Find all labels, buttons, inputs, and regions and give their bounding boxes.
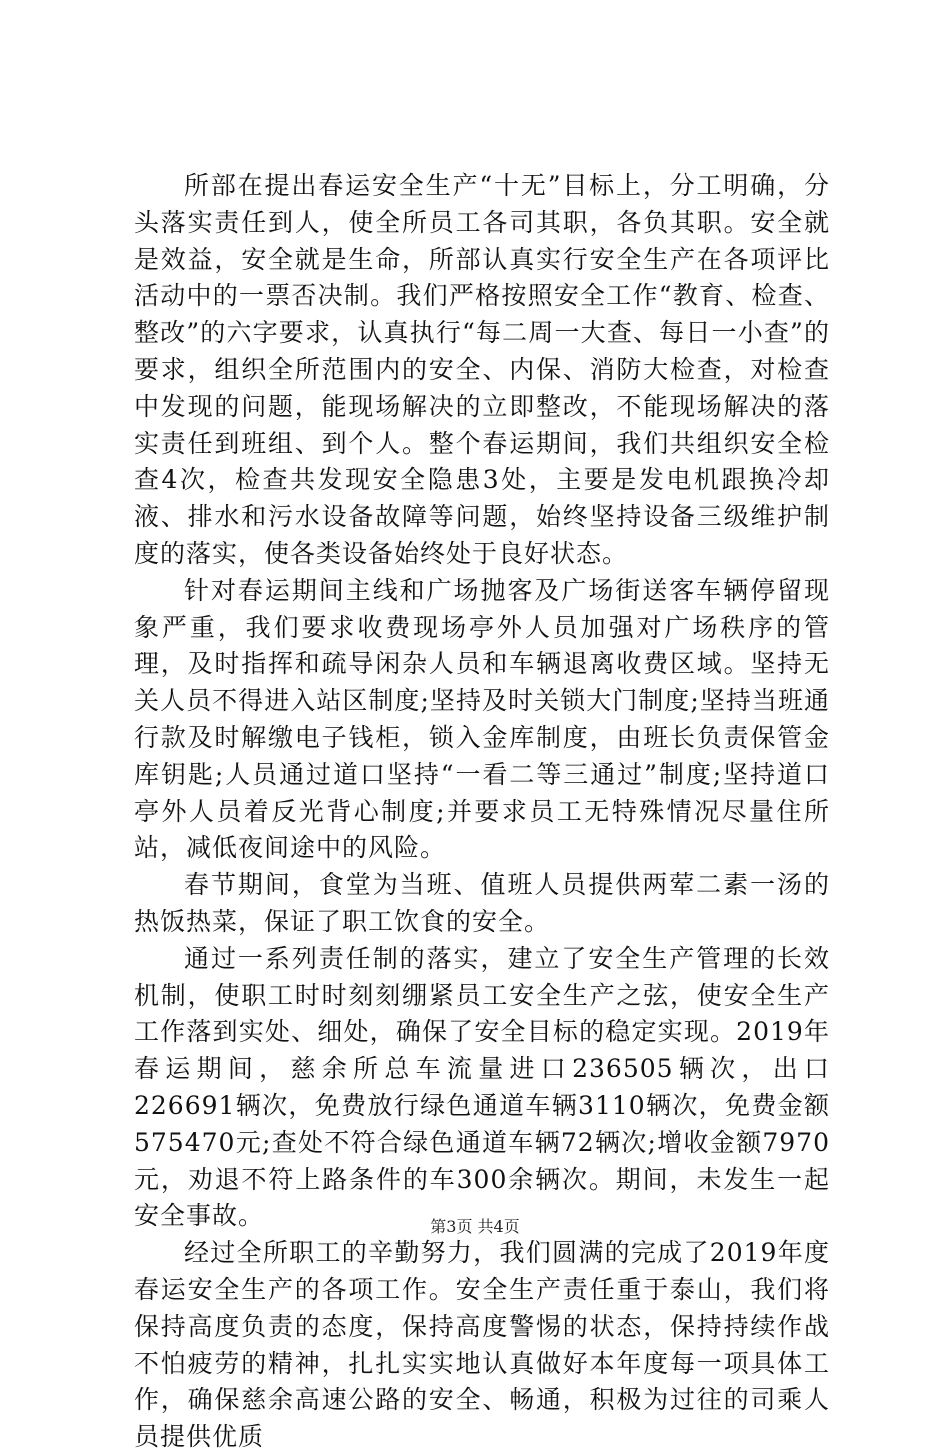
page-number-footer: 第3页 共4页 (430, 1217, 520, 1236)
paragraph-results-statistics: 通过一系列责任制的落实，建立了安全生产管理的长效机制，使职工时时刻刻绷紧员工安全生产之弦，使安全生产工作落到实处、细处，确保了安全目标的稳定实现。2019年春运期间，慈余所总车流量进口236505辆次，出口226691辆次，免费放行绿色通道车辆3110辆次，免费金额575470元;查处不符合绿色通道车辆72辆次;增收金额7970元，劝退不符上路条件的车300余辆次。期间，未发生一起安全事故。 (134, 943, 830, 1231)
paragraph-canteen: 春节期间，食堂为当班、值班人员提供两荤二素一汤的热饭热菜，保证了职工饮食的安全。 (134, 870, 830, 936)
paragraph-safety-targets: 所部在提出春运安全生产“十无”目标上，分工明确，分头落实责任到人，使全所员工各司其职，各负其职。安全就是效益，安全就是生命，所部认真实行安全生产在各项评比活动中的一票否决制。我们严格按照安全工作“教育、检查、整改”的六字要求，认真执行“每二周一大查、每日一小查”的要求，组织全所范围内的安全、内保、消防大检查，对检查中发现的问题，能现场解决的立即整改，不能现场解决的落实责任到班组、到个人。整个春运期间，我们共组织安全检查4次，检查共发现安全隐患3处，主要是发电机跟换冷却液、排水和污水设备故障等问题，始终坚持设备三级维护制度的落实，使各类设备始终处于良好状态。 (134, 171, 830, 568)
document-body (134, 168, 830, 1456)
paragraph-plaza-order: 针对春运期间主线和广场抛客及广场街送客车辆停留现象严重，我们要求收费现场亭外人员加强对广场秩序的管理，及时指挥和疏导闲杂人员和车辆退离收费区域。坚持无关人员不得进入站区制度;坚持及时关锁大门制度;坚持当班通行款及时解缴电子钱柜，锁入金库制度，由班长负责保管金库钥匙;人员通过道口坚持“一看二等三通过”制度;坚持道口亭外人员着反光背心制度;并要求员工无特殊情况尽量住所站，减低夜间途中的风险。 (134, 575, 830, 863)
paragraph-conclusion: 经过全所职工的辛勤努力，我们圆满的完成了2019年度春运安全生产的各项工作。安全生产责任重于泰山，我们将保持高度负责的态度，保持高度警惕的状态，保持持续作战不怕疲劳的精神，扎扎实实地认真做好本年度每一项具体工作，确保慈余高速公路的安全、畅通，积极为过往的司乘人员提供优质 (134, 1238, 830, 1452)
